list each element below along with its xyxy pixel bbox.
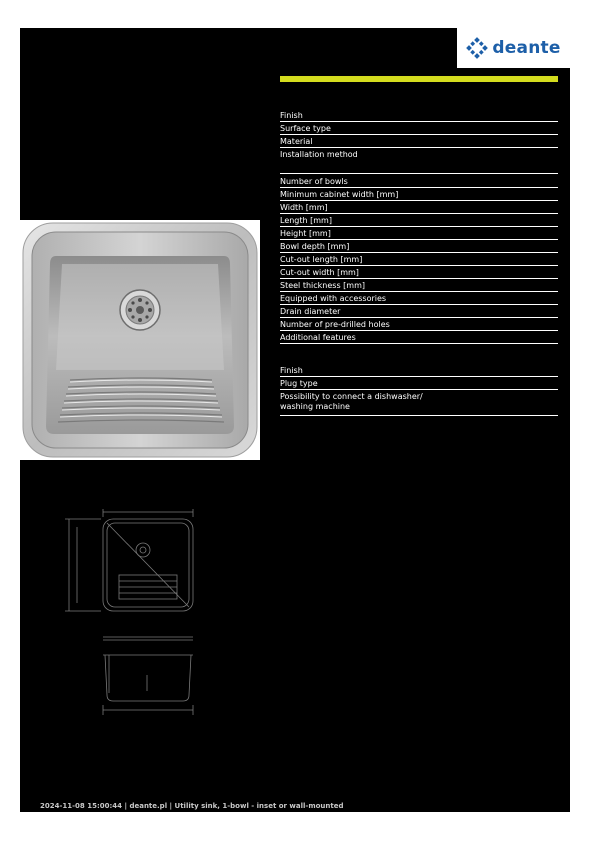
spec-label: Material	[280, 137, 313, 146]
tap-row-plug-type	[280, 379, 558, 390]
spec-row-cutout-length	[280, 255, 558, 266]
product-photo	[20, 220, 260, 460]
spec-row-number-of-bowls	[280, 177, 558, 188]
spec-label: Number of pre-drilled holes	[280, 320, 390, 329]
spec-row-material	[280, 137, 558, 148]
spec-label: Drain diameter	[280, 307, 341, 316]
spec-label: Plug type	[280, 379, 318, 388]
spec-row-additional-features	[280, 333, 558, 344]
spec-row-steel-thickness	[280, 281, 558, 292]
spec-row-height	[280, 229, 558, 240]
spec-row-installation-method	[280, 150, 558, 174]
spec-label: Equipped with accessories	[280, 294, 387, 303]
spec-label: Length [mm]	[280, 216, 332, 225]
spec-label: Possibility to connect a dishwasher/	[280, 392, 423, 401]
spec-label: Cut-out length [mm]	[280, 255, 363, 264]
spec-row-surface-type	[280, 124, 558, 135]
spec-label: Number of bowls	[280, 177, 348, 186]
spec-label: Installation method	[280, 150, 358, 159]
spec-row-accessories	[280, 294, 558, 305]
tap-row-finish	[280, 366, 558, 377]
spec-row-width	[280, 203, 558, 214]
spec-row-min-cabinet-width	[280, 190, 558, 201]
spec-label: Width [mm]	[280, 203, 328, 212]
spec-label: Cut-out width [mm]	[280, 268, 359, 277]
spec-label: washing machine	[280, 402, 350, 411]
page-footer: 2024-11-08 15:00:44 | deante.pl | Utility sink, 1-bowl - inset or wall-mounted	[40, 802, 344, 810]
spec-row-cutout-width	[280, 268, 558, 279]
spec-row-length	[280, 216, 558, 227]
deante-logo-icon	[466, 37, 488, 59]
spec-row-bowl-depth	[280, 242, 558, 253]
spec-row-finish	[280, 111, 558, 122]
spec-label: Finish	[280, 366, 303, 375]
spec-label: Height [mm]	[280, 229, 331, 238]
brand-logo[interactable]	[457, 28, 570, 68]
spec-label: Bowl depth [mm]	[280, 242, 350, 251]
sink-illustration	[20, 220, 260, 460]
brand-wordmark: deante	[492, 38, 561, 58]
accent-bar	[280, 76, 558, 82]
spec-label: Additional features	[280, 333, 356, 342]
tap-row-dishwasher-connection	[280, 392, 558, 416]
technical-drawing	[55, 505, 215, 725]
spec-label: Surface type	[280, 124, 331, 133]
spec-label: Finish	[280, 111, 303, 120]
spec-row-drain-diameter	[280, 307, 558, 318]
spec-row-pre-drilled-holes	[280, 320, 558, 331]
spec-label: Minimum cabinet width [mm]	[280, 190, 399, 199]
spec-label: Steel thickness [mm]	[280, 281, 365, 290]
